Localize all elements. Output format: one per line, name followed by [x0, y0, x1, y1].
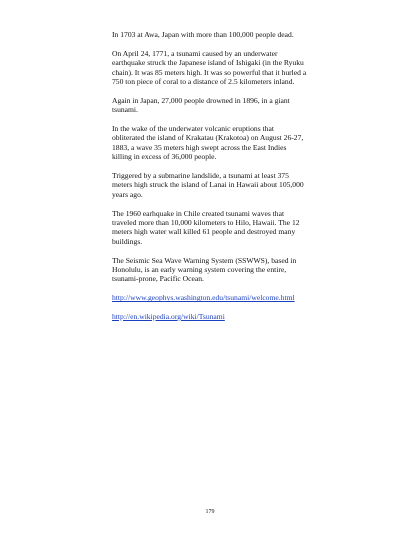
link-paragraph-wikipedia: [112, 312, 307, 321]
paragraph-japan-1896: Again in Japan, 27,000 people drowned in 1896, in a giant tsunami.: [112, 95, 290, 115]
page-number: 179: [205, 509, 215, 515]
paragraph-lanai: Triggered by a submarine landslide, a tsunami at least 375 meters high struck the island of Lanai in Hawaii about 105,000 years ago.: [112, 171, 304, 199]
paragraph-sswws: The Seismic Sea Wave Warning System (SSWWS), based in Honolulu, is an early warning system covering the entire, tsunami-prone, Pacific Ocean.: [112, 255, 297, 284]
link-paragraph-geophys: [112, 293, 307, 302]
paragraph-ishigaki-1771: On April 24, 1771, a tsunami caused by an underwater earthquake struck the Japanese island of Ishigaki (in the Ryuku chain). It was 85 meters high. It was so powerful that it hurled a 750 ton piece of coral to a distance of 2.5 kilometers inland.: [112, 48, 307, 87]
page-content: [112, 30, 307, 331]
paragraph-chile-1960: The 1960 earhquake in Chile created tsunami waves that traveled more than 10,000 kilometers to Hilo, Hawaii. The 12 meters high water wall killed 61 people and destroyed many buildings.: [112, 208, 300, 246]
paragraph-awa-1703: In 1703 at Awa, Japan with more than 100,000 people dead.: [112, 30, 294, 39]
link-wikipedia-tsunami[interactable]: http://en.wikipedia.org/wiki/Tsunami: [112, 312, 225, 322]
paragraph-krakatau-1883: In the wake of the underwater volcanic eruptions that obliterated the island of Krakatau (Krakotoa) on August 26-27, 1883, a wave 35 meters high swept across the East Indies killing in excess of 36,000 people.: [112, 124, 304, 162]
link-geophys-washington[interactable]: http://www.geophys.washington.edu/tsunami/welcome.html: [112, 293, 295, 303]
